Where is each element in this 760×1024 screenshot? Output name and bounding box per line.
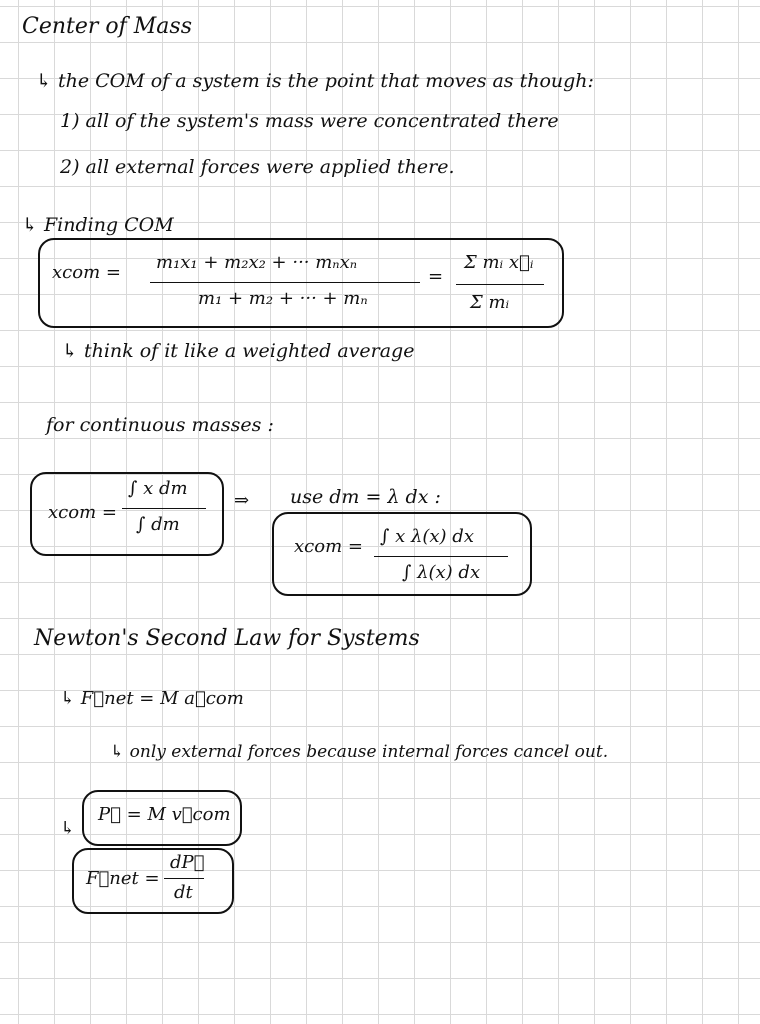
definition-point-2: 2) all external forces were applied there. xyxy=(60,156,455,178)
lambda-fraction-bar xyxy=(374,556,508,557)
lambda-denominator: ∫ λ(x) dx xyxy=(402,562,481,583)
weighted-average-note: ↳ think of it like a weighted average xyxy=(62,340,415,362)
definition-intro: ↳ the COM of a system is the point that moves as though: xyxy=(36,70,594,92)
com-rhs-fraction-bar xyxy=(456,284,544,285)
newton-heading: Newton's Second Law for Systems xyxy=(34,626,420,651)
com-numerator: m₁x₁ + m₂x₂ + ··· mₙxₙ xyxy=(156,252,358,273)
force-denominator: dt xyxy=(174,882,193,903)
continuous-heading: for continuous masses : xyxy=(46,414,274,436)
continuous-numerator: ∫ x dm xyxy=(128,478,188,499)
com-rhs-denominator: Σ mᵢ xyxy=(470,292,510,313)
use-dm-text: use dm = λ dx : xyxy=(290,486,441,508)
finding-com-heading: ↳ Finding COM xyxy=(22,214,174,236)
page-title: Center of Mass xyxy=(22,14,192,39)
internal-forces-note: ↳ only external forces because internal forces cancel out. xyxy=(110,742,609,762)
momentum-arrow: ↳ xyxy=(60,818,76,839)
force-fraction-bar xyxy=(164,878,204,879)
continuous-lhs: xcom = xyxy=(48,502,117,523)
newton-equation: ↳ F⃗net = M a⃗com xyxy=(60,688,244,709)
force-lhs: F⃗net = xyxy=(86,868,160,889)
com-rhs-numerator: Σ mᵢ x⃗ᵢ xyxy=(464,252,534,273)
com-denominator: m₁ + m₂ + ··· + mₙ xyxy=(198,288,368,309)
continuous-denominator: ∫ dm xyxy=(136,514,180,535)
com-fraction-bar xyxy=(150,282,420,283)
implies-arrow: ⇒ xyxy=(234,490,250,511)
lambda-lhs: xcom = xyxy=(294,536,363,557)
continuous-fraction-bar xyxy=(122,508,206,509)
com-lhs: xcom = xyxy=(52,262,121,283)
force-numerator: dP⃗ xyxy=(170,852,205,873)
lambda-numerator: ∫ x λ(x) dx xyxy=(380,526,474,547)
com-equals: = xyxy=(428,266,444,287)
momentum-equation: P⃗ = M v⃗com xyxy=(98,804,231,825)
definition-point-1: 1) all of the system's mass were concentrated there xyxy=(60,110,559,132)
